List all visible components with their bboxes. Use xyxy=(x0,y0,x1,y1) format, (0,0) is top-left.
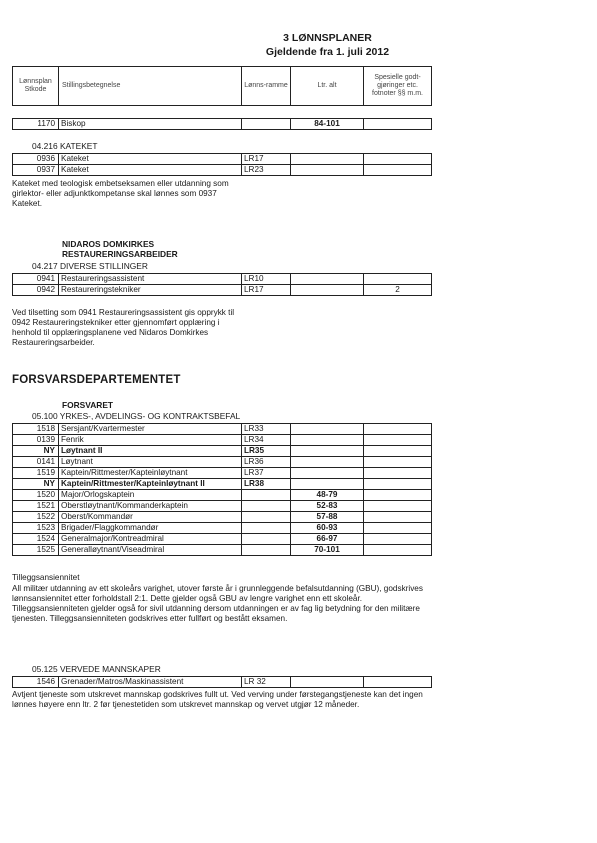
notes-cell xyxy=(364,479,432,490)
vervede-note: Avtjent tjeneste som utskrevet mannskap godskrives fullt ut. Ved verving under førstegangstjeneste kan det ingen lønnes høyere enn ltr. 2 før tjenestetiden som utskrevet mannskap og vervet utgjør 12 måneder. xyxy=(12,690,423,709)
ramme-cell: LR17 xyxy=(242,154,291,165)
ramme-cell: LR33 xyxy=(242,424,291,435)
ramme-cell: LR35 xyxy=(242,446,291,457)
stkode-cell: 1170 xyxy=(13,119,59,130)
ramme-cell: LR38 xyxy=(242,479,291,490)
ltr-cell: 60-93 xyxy=(291,523,364,534)
notes-cell xyxy=(364,501,432,512)
section-heading-befal: 05.100 YRKES-, AVDELINGS- OG KONTRAKTSBEFAL xyxy=(32,411,241,421)
ltr-cell xyxy=(291,285,364,296)
title-cell: Sersjant/Kvartermester xyxy=(59,424,242,435)
stkode-cell: 1521 xyxy=(13,501,59,512)
org-heading-nidaros: NIDAROS DOMKIRKES xyxy=(62,239,155,249)
ramme-cell: LR23 xyxy=(242,165,291,176)
ramme-cell xyxy=(242,490,291,501)
stkode-cell: 0139 xyxy=(13,435,59,446)
notes-cell xyxy=(364,545,432,556)
notes-cell xyxy=(364,523,432,534)
stkode-cell: 0942 xyxy=(13,285,59,296)
title-cell: Brigader/Flaggkommandør xyxy=(59,523,242,534)
ltr-cell xyxy=(291,435,364,446)
table-row xyxy=(13,457,432,468)
nidaros-note: Ved tilsetting som 0941 Restaureringsassistent gis opprykk til 0942 Restaureringstekniker etter gjennomført opplæring i henhold til opplæringsplanene ved Nidaros Domkirkes Restaureringsarbeider. xyxy=(12,308,235,347)
ltr-cell: 52-83 xyxy=(291,501,364,512)
title-cell: Oberstløytnant/Kommanderkaptein xyxy=(59,501,242,512)
stkode-cell: 0937 xyxy=(13,165,59,176)
title-cell: Løytnant II xyxy=(59,446,242,457)
ltr-cell: 84-101 xyxy=(291,119,364,130)
ltr-cell xyxy=(291,165,364,176)
title-cell: Generalmajor/Kontreadmiral xyxy=(59,534,242,545)
title-cell: Kateket xyxy=(59,165,242,176)
stkode-cell: 1525 xyxy=(13,545,59,556)
title-cell: Restaureringstekniker xyxy=(59,285,242,296)
title-cell: Løytnant xyxy=(59,457,242,468)
ramme-cell xyxy=(242,523,291,534)
org-subheading-nidaros: RESTAURERINGSARBEIDER xyxy=(62,249,178,259)
stkode-cell: 1520 xyxy=(13,490,59,501)
title-cell: Oberst/Kommandør xyxy=(59,512,242,523)
ramme-cell xyxy=(242,545,291,556)
notes-cell xyxy=(364,435,432,446)
column-header-table xyxy=(12,66,432,106)
table-row xyxy=(13,154,432,165)
ramme-cell xyxy=(242,512,291,523)
notes-cell xyxy=(364,274,432,285)
department-heading: FORSVARSDEPARTEMENTET xyxy=(12,374,181,386)
ltr-cell: 57-88 xyxy=(291,512,364,523)
ltr-cell: 66-97 xyxy=(291,534,364,545)
table-row xyxy=(13,501,432,512)
table-row xyxy=(13,119,432,130)
ltr-cell xyxy=(291,446,364,457)
table-row xyxy=(13,523,432,534)
table-row xyxy=(13,424,432,435)
title-cell: Biskop xyxy=(59,119,242,130)
title-cell: Restaureringsassistent xyxy=(59,274,242,285)
kateket-table xyxy=(12,153,432,176)
ltr-cell xyxy=(291,457,364,468)
title-cell: Grenader/Matros/Maskinassistent xyxy=(59,677,242,688)
table-row xyxy=(13,545,432,556)
page-title: 3 LØNNSPLANER xyxy=(283,32,372,44)
ltr-cell: 70-101 xyxy=(291,545,364,556)
table-row xyxy=(13,534,432,545)
section-heading-vervede: 05.125 VERVEDE MANNSKAPER xyxy=(32,664,161,674)
ramme-cell: LR10 xyxy=(242,274,291,285)
vervede-table xyxy=(12,676,432,688)
befal-table xyxy=(12,423,432,556)
title-cell: Kateket xyxy=(59,154,242,165)
table-row xyxy=(13,446,432,457)
ramme-cell: LR 32 xyxy=(242,677,291,688)
stkode-cell: NY xyxy=(13,479,59,490)
notes-cell xyxy=(364,446,432,457)
title-cell: Generalløytnant/Viseadmiral xyxy=(59,545,242,556)
notes-cell: 2 xyxy=(364,285,432,296)
notes-cell xyxy=(364,165,432,176)
ramme-cell xyxy=(242,501,291,512)
ltr-cell xyxy=(291,274,364,285)
page-subtitle: Gjeldende fra 1. juli 2012 xyxy=(265,46,390,58)
table-row xyxy=(13,677,432,688)
notes-cell xyxy=(364,424,432,435)
notes-cell xyxy=(364,119,432,130)
ramme-cell xyxy=(242,119,291,130)
table-row xyxy=(13,274,432,285)
ramme-cell: LR17 xyxy=(242,285,291,296)
ramme-cell: LR36 xyxy=(242,457,291,468)
column-header-stkode: Lønnsplan Stkode xyxy=(13,67,59,106)
stkode-cell: 1524 xyxy=(13,534,59,545)
notes-cell xyxy=(364,457,432,468)
title-cell: Major/Orlogskaptein xyxy=(59,490,242,501)
notes-cell xyxy=(364,468,432,479)
title-cell: Kaptein/Rittmester/Kapteinløytnant II xyxy=(59,479,242,490)
nidaros-table xyxy=(12,273,432,296)
notes-cell xyxy=(364,490,432,501)
ltr-cell: 48-79 xyxy=(291,490,364,501)
stkode-cell: 1518 xyxy=(13,424,59,435)
column-header-ltr: Ltr. alt xyxy=(291,67,364,106)
column-header-notes: Spesielle godt-gjøringer etc. fotnoter §§ m.m. xyxy=(364,67,432,106)
tilleggsansiennitet-title: Tilleggsansiennitet xyxy=(12,573,80,582)
kateket-note: Kateket med teologisk embetseksamen eller utdanning som girlektor- eller adjunktkompetanse skal lønnes som 0937 Kateket. xyxy=(12,179,229,208)
section-heading-kateket: 04.216 KATEKET xyxy=(32,141,98,151)
biskop-table xyxy=(12,118,432,130)
notes-cell xyxy=(364,512,432,523)
stkode-cell: 0936 xyxy=(13,154,59,165)
ramme-cell xyxy=(242,534,291,545)
table-row xyxy=(13,490,432,501)
stkode-cell: 1519 xyxy=(13,468,59,479)
title-cell: Kaptein/Rittmester/Kapteinløytnant xyxy=(59,468,242,479)
stkode-cell: 1523 xyxy=(13,523,59,534)
ramme-cell: LR34 xyxy=(242,435,291,446)
table-row xyxy=(13,512,432,523)
org-heading-forsvaret: FORSVARET xyxy=(62,400,114,410)
stkode-cell: 1546 xyxy=(13,677,59,688)
title-cell: Fenrik xyxy=(59,435,242,446)
notes-cell xyxy=(364,154,432,165)
tilleggsansiennitet-note: All militær utdanning av ett skoleårs varighet, utover første år i grunnleggende befalsutdanning (GBU), godskrives lønnsansiennitet etter forholdstall 2:1. Dette gjelder også GBU av lengre varighet enn ett skoleår. Tilleggsansienniteten gjelder også for sivil utdanning dersom utdanningen er av fag lig betydning for den militære tjenesten. Tilleggsansienniteten godskrives etter fullført og bestått eksamen. xyxy=(12,584,423,623)
stkode-cell: NY xyxy=(13,446,59,457)
ltr-cell xyxy=(291,154,364,165)
ltr-cell xyxy=(291,479,364,490)
stkode-cell: 0941 xyxy=(13,274,59,285)
ltr-cell xyxy=(291,677,364,688)
notes-cell xyxy=(364,534,432,545)
table-row xyxy=(13,468,432,479)
stkode-cell: 0141 xyxy=(13,457,59,468)
column-header-title: Stillingsbetegnelse xyxy=(59,67,242,106)
ltr-cell xyxy=(291,468,364,479)
table-row xyxy=(13,479,432,490)
notes-cell xyxy=(364,677,432,688)
column-header-ramme: Lønns-ramme xyxy=(242,67,291,106)
ltr-cell xyxy=(291,424,364,435)
table-row xyxy=(13,285,432,296)
section-heading-diverse: 04.217 DIVERSE STILLINGER xyxy=(32,261,148,271)
ramme-cell: LR37 xyxy=(242,468,291,479)
table-row xyxy=(13,165,432,176)
table-row xyxy=(13,435,432,446)
stkode-cell: 1522 xyxy=(13,512,59,523)
